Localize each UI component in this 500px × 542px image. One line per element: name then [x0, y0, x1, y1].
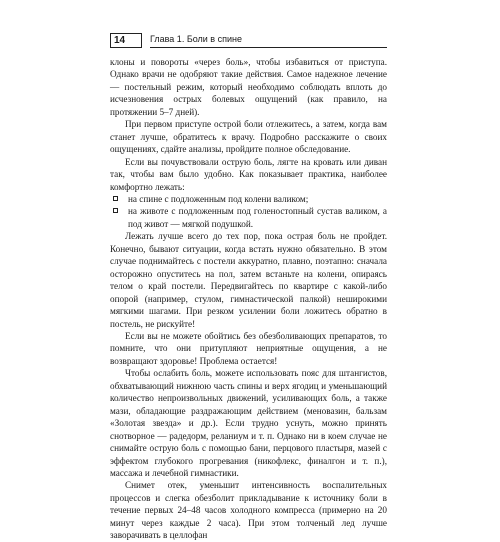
page-number: 14 [110, 33, 142, 48]
paragraph-7: Снимет отек, уменьшит интенсивность воспалительных процессов и слегка обезболит прикладывание к источнику боли в течение первых 24–48 часов холодного компресса (примерно на 20 минут через каждые 2 часа). При этом толченый лед лучше заворачивать в целлофан [110, 480, 387, 541]
list-item-text: на животе с подложенным под голеностопный сустав валиком, а под живот — мягкой подушкой. [128, 206, 387, 229]
paragraph-1: клоны и повороты «через боль», чтобы избавиться от приступа. Однако врачи не одобряют такие действия. Самое надежное лечение — постельный режим, который необходимо соблюдать вплоть до исчезновения острых болевых ощущений (как правило, на протяжении 5–7 дней). [110, 57, 387, 117]
paragraph-5: Если вы не можете обойтись без обезболивающих препаратов, то помните, что они притупляют неприятные ощущения, а не возвращают здоровье! Проблема остается! [110, 330, 387, 366]
page-header [110, 33, 387, 48]
paragraph-4: Лежать лучше всего до тех пор, пока острая боль не пройдет. Конечно, бывают ситуации, когда встать нужно обязательно. В этом случае поднимайтесь с постели аккуратно, плавно, поэтапно: сначала осторожно опуститесь на пол, затем встаньте на колени, опираясь телом о край постели. Передвигайтесь по квартире с какой-либо опорой (например, стулом, гимнастической палкой) неширокими мягкими шагами. При резком усилении боли ложитесь обратно в постель, не рискуйте! [110, 231, 387, 329]
paragraph-2: При первом приступе острой боли отлежитесь, а затем, когда вам станет лучше, обратитесь к врачу. Подробно расскажите о своих ощущениях, сдайте анализы, пройдите полное обследование. [110, 119, 387, 155]
paragraph-6: Чтобы ослабить боль, можете использовать пояс для штангистов, обхватывающий нижнюю часть спины и верх ягодиц и уменьшающий количество непроизвольных движений, усиливающих боль, а также мази, обладающие раздражающим действием (меновазин, бальзам «Золотая звезда» и др.). Если трудно уснуть, можно принять снотворное — радедорм, реланиум и т. п. Однако ни в коем случае не снимайте острую боль с помощью бани, перцового пластыря, мазей с эффектом глубокого прогревания (никофлекс, финалгон и т. п.), массажа и лечебной гимнастики. [110, 368, 387, 478]
paragraph-3: Если вы почувствовали острую боль, лягте на кровать или диван так, чтобы вам было удобно. Как показывает практика, наиболее комфортно лежать: [110, 156, 387, 192]
list-item-text: на спине с подложенным под колени валиком; [128, 193, 309, 204]
list-item [110, 205, 387, 230]
list-item [110, 193, 387, 205]
page-body [110, 56, 387, 542]
checkbox-bullet-icon [113, 208, 118, 213]
running-head-chapter-title: Глава 1. Боли в спине [150, 33, 387, 48]
checkbox-bullet-icon [113, 196, 118, 201]
